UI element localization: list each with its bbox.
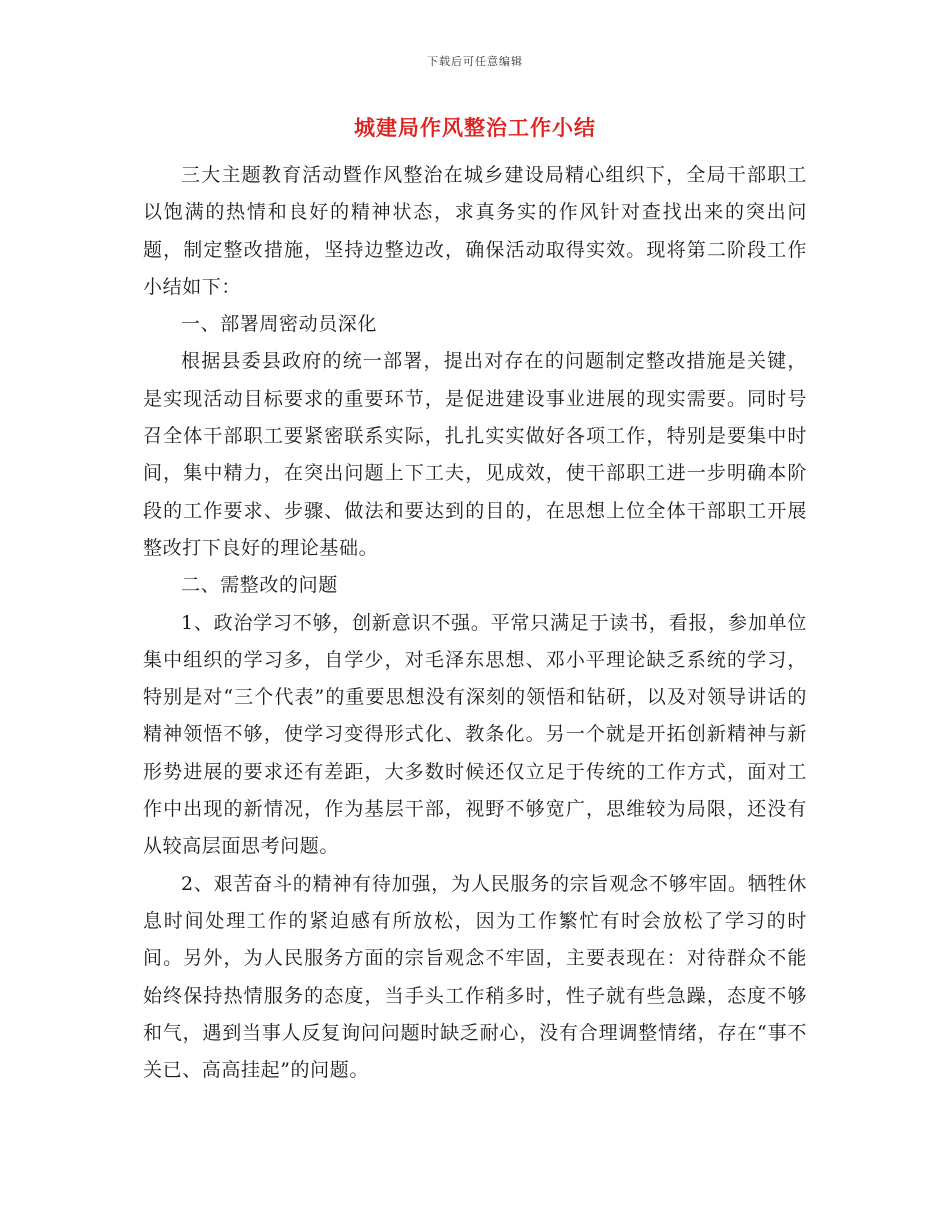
section-1-paragraph: 根据县委县政府的统一部署，提出对存在的问题制定整改措施是关键，是实现活动目标要求的重要环节，是促进建设事业进展的现实需要。同时号召全体干部职工要紧密联系实际，扎扎实实做好各项工作，特别是要集中时间，集中精力，在突出问题上下工夫，见成效，使干部职工进一步明确本阶段的工作要求、步骤、做法和要达到的目的，在思想上位全体干部职工开展整改打下良好的理论基础。 [143, 350, 807, 559]
document-title: 城建局作风整治工作小结 [354, 115, 596, 140]
issue-1-paragraph: 1、政治学习不够，创新意识不强。平常只满足于读书，看报，参加单位集中组织的学习多，自学少，对毛泽东思想、邓小平理论缺乏系统的学习，特别是对“三个代表”的重要思想没有深刻的领悟和钻研，以及对领导讲话的精神领悟不够，使学习变得形式化、教条化。另一个就是开拓创新精神与新形势进展的要求还有差距，大多数时候还仅立足于传统的工作方式，面对工作中出现的新情况，作为基层干部，视野不够宽广，思维较为局限，还没有从较高层面思考问题。 [143, 611, 807, 858]
issue-2-paragraph: 2、艰苦奋斗的精神有待加强，为人民服务的宗旨观念不够牢固。牺牲休息时间处理工作的紧迫感有所放松，因为工作繁忙有时会放松了学习的时间。另外，为人民服务方面的宗旨观念不牢固，主要表现在：对待群众不能始终保持热情服务的态度，当手头工作稍多时，性子就有些急躁，态度不够和气，遇到当事人反复询问问题时缺乏耐心，没有合理调整情绪，存在“事不关已、高高挂起”的问题。 [143, 872, 807, 1082]
document-body [143, 157, 807, 1089]
header-note: 下载后可任意编辑 [427, 55, 523, 68]
intro-paragraph: 三大主题教育活动暨作风整治在城乡建设局精心组织下，全局干部职工以饱满的热情和良好的精神状态，求真务实的作风针对查找出来的突出问题，制定整改措施，坚持边整边改，确保活动取得实效。现将第二阶段工作小结如下： [143, 164, 807, 298]
section-heading-2: 二、需整改的问题 [181, 574, 338, 597]
section-heading-1: 一、部署周密动员深化 [181, 313, 378, 336]
